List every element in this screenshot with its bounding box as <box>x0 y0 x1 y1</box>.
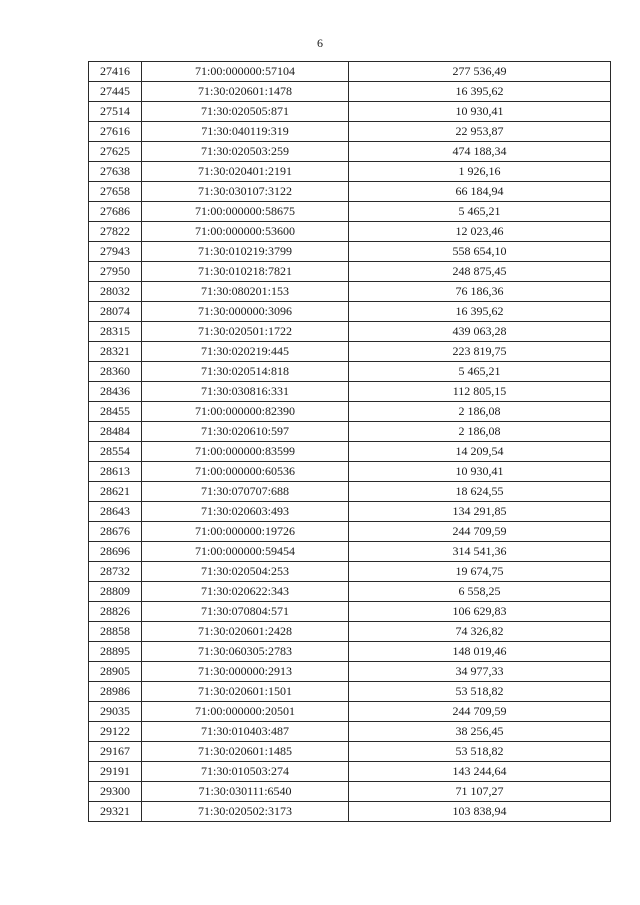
amount-cell: 134 291,85 <box>349 502 611 522</box>
row-id-cell: 27625 <box>89 142 142 162</box>
cadastral-number-cell: 71:00:000000:20501 <box>142 702 349 722</box>
table-row <box>89 602 611 622</box>
cadastral-number-cell: 71:30:000000:3096 <box>142 302 349 322</box>
amount-cell: 6 558,25 <box>349 582 611 602</box>
amount-cell: 16 395,62 <box>349 82 611 102</box>
row-id-cell: 28732 <box>89 562 142 582</box>
amount-cell: 244 709,59 <box>349 702 611 722</box>
table-row <box>89 662 611 682</box>
table-body <box>89 62 611 822</box>
amount-cell: 103 838,94 <box>349 802 611 822</box>
cadastral-number-cell: 71:00:000000:53600 <box>142 222 349 242</box>
row-id-cell: 28809 <box>89 582 142 602</box>
row-id-cell: 28032 <box>89 282 142 302</box>
table-row <box>89 802 611 822</box>
row-id-cell: 28895 <box>89 642 142 662</box>
amount-cell: 12 023,46 <box>349 222 611 242</box>
table-row <box>89 462 611 482</box>
cadastral-number-cell: 71:30:020501:1722 <box>142 322 349 342</box>
cadastral-number-cell: 71:30:020503:259 <box>142 142 349 162</box>
cadastral-number-cell: 71:00:000000:57104 <box>142 62 349 82</box>
table-row <box>89 522 611 542</box>
row-id-cell: 29321 <box>89 802 142 822</box>
table-row <box>89 62 611 82</box>
table-row <box>89 162 611 182</box>
amount-cell: 18 624,55 <box>349 482 611 502</box>
amount-cell: 2 186,08 <box>349 402 611 422</box>
amount-cell: 314 541,36 <box>349 542 611 562</box>
amount-cell: 248 875,45 <box>349 262 611 282</box>
row-id-cell: 28360 <box>89 362 142 382</box>
amount-cell: 558 654,10 <box>349 242 611 262</box>
cadastral-number-cell: 71:30:020601:1478 <box>142 82 349 102</box>
amount-cell: 34 977,33 <box>349 662 611 682</box>
amount-cell: 66 184,94 <box>349 182 611 202</box>
cadastral-number-cell: 71:30:020601:2428 <box>142 622 349 642</box>
row-id-cell: 28621 <box>89 482 142 502</box>
cadastral-number-cell: 71:30:020505:871 <box>142 102 349 122</box>
row-id-cell: 27416 <box>89 62 142 82</box>
table-row <box>89 122 611 142</box>
row-id-cell: 27514 <box>89 102 142 122</box>
table-row <box>89 722 611 742</box>
amount-cell: 76 186,36 <box>349 282 611 302</box>
cadastral-number-cell: 71:30:070707:688 <box>142 482 349 502</box>
cadastral-number-cell: 71:30:030107:3122 <box>142 182 349 202</box>
row-id-cell: 27686 <box>89 202 142 222</box>
row-id-cell: 28986 <box>89 682 142 702</box>
cadastral-number-cell: 71:00:000000:83599 <box>142 442 349 462</box>
amount-cell: 2 186,08 <box>349 422 611 442</box>
amount-cell: 148 019,46 <box>349 642 611 662</box>
cadastral-number-cell: 71:00:000000:19726 <box>142 522 349 542</box>
row-id-cell: 29035 <box>89 702 142 722</box>
table-row <box>89 182 611 202</box>
table-row <box>89 562 611 582</box>
row-id-cell: 27822 <box>89 222 142 242</box>
table-row <box>89 102 611 122</box>
cadastral-number-cell: 71:30:010219:3799 <box>142 242 349 262</box>
row-id-cell: 27445 <box>89 82 142 102</box>
cadastral-number-cell: 71:30:020514:818 <box>142 362 349 382</box>
row-id-cell: 29300 <box>89 782 142 802</box>
cadastral-number-cell: 71:30:020610:597 <box>142 422 349 442</box>
row-id-cell: 28484 <box>89 422 142 442</box>
table-row <box>89 742 611 762</box>
cadastral-number-cell: 71:00:000000:58675 <box>142 202 349 222</box>
cadastral-number-cell: 71:30:010403:487 <box>142 722 349 742</box>
cadastral-number-cell: 71:00:000000:60536 <box>142 462 349 482</box>
cadastral-number-cell: 71:30:040119:319 <box>142 122 349 142</box>
cadastral-number-cell: 71:30:060305:2783 <box>142 642 349 662</box>
table-row <box>89 482 611 502</box>
row-id-cell: 29167 <box>89 742 142 762</box>
table-row <box>89 502 611 522</box>
table-row <box>89 682 611 702</box>
row-id-cell: 28676 <box>89 522 142 542</box>
table-row <box>89 202 611 222</box>
table-row <box>89 342 611 362</box>
amount-cell: 53 518,82 <box>349 682 611 702</box>
amount-cell: 5 465,21 <box>349 202 611 222</box>
table-row <box>89 282 611 302</box>
table-row <box>89 762 611 782</box>
row-id-cell: 27638 <box>89 162 142 182</box>
amount-cell: 22 953,87 <box>349 122 611 142</box>
cadastral-number-cell: 71:30:020622:343 <box>142 582 349 602</box>
table-row <box>89 242 611 262</box>
row-id-cell: 28436 <box>89 382 142 402</box>
table-row <box>89 582 611 602</box>
cadastral-number-cell: 71:30:010218:7821 <box>142 262 349 282</box>
table-row <box>89 422 611 442</box>
cadastral-number-cell: 71:30:020601:1501 <box>142 682 349 702</box>
amount-cell: 143 244,64 <box>349 762 611 782</box>
cadastral-number-cell: 71:30:020603:493 <box>142 502 349 522</box>
cadastral-number-cell: 71:30:010503:274 <box>142 762 349 782</box>
row-id-cell: 28858 <box>89 622 142 642</box>
table-row <box>89 262 611 282</box>
table-row <box>89 782 611 802</box>
row-id-cell: 28826 <box>89 602 142 622</box>
table-row <box>89 362 611 382</box>
amount-cell: 1 926,16 <box>349 162 611 182</box>
table-row <box>89 542 611 562</box>
row-id-cell: 28696 <box>89 542 142 562</box>
cadastral-number-cell: 71:30:020219:445 <box>142 342 349 362</box>
cadastral-number-cell: 71:30:030816:331 <box>142 382 349 402</box>
amount-cell: 38 256,45 <box>349 722 611 742</box>
row-id-cell: 27950 <box>89 262 142 282</box>
row-id-cell: 28455 <box>89 402 142 422</box>
table-row <box>89 322 611 342</box>
amount-cell: 71 107,27 <box>349 782 611 802</box>
cadastral-number-cell: 71:30:030111:6540 <box>142 782 349 802</box>
row-id-cell: 28905 <box>89 662 142 682</box>
row-id-cell: 28074 <box>89 302 142 322</box>
amount-cell: 16 395,62 <box>349 302 611 322</box>
cadastral-number-cell: 71:30:020601:1485 <box>142 742 349 762</box>
amount-cell: 19 674,75 <box>349 562 611 582</box>
cadastral-number-cell: 71:30:020401:2191 <box>142 162 349 182</box>
table-row <box>89 702 611 722</box>
table-row <box>89 622 611 642</box>
amount-cell: 74 326,82 <box>349 622 611 642</box>
amount-cell: 439 063,28 <box>349 322 611 342</box>
amount-cell: 474 188,34 <box>349 142 611 162</box>
table-row <box>89 222 611 242</box>
amount-cell: 112 805,15 <box>349 382 611 402</box>
cadastral-number-cell: 71:30:000000:2913 <box>142 662 349 682</box>
table-row <box>89 82 611 102</box>
cadastral-number-cell: 71:00:000000:59454 <box>142 542 349 562</box>
cadastral-number-cell: 71:00:000000:82390 <box>142 402 349 422</box>
cadastral-number-cell: 71:30:020504:253 <box>142 562 349 582</box>
amount-cell: 10 930,41 <box>349 102 611 122</box>
row-id-cell: 27616 <box>89 122 142 142</box>
row-id-cell: 29191 <box>89 762 142 782</box>
row-id-cell: 28554 <box>89 442 142 462</box>
cadastral-number-cell: 71:30:080201:153 <box>142 282 349 302</box>
row-id-cell: 27658 <box>89 182 142 202</box>
amount-cell: 277 536,49 <box>349 62 611 82</box>
row-id-cell: 27943 <box>89 242 142 262</box>
table-row <box>89 402 611 422</box>
table-row <box>89 642 611 662</box>
amount-cell: 10 930,41 <box>349 462 611 482</box>
cadastral-number-cell: 71:30:020502:3173 <box>142 802 349 822</box>
row-id-cell: 28613 <box>89 462 142 482</box>
table-row <box>89 442 611 462</box>
table-row <box>89 142 611 162</box>
amount-cell: 5 465,21 <box>349 362 611 382</box>
page-number: 6 <box>317 36 323 50</box>
row-id-cell: 28321 <box>89 342 142 362</box>
amount-cell: 223 819,75 <box>349 342 611 362</box>
amount-cell: 14 209,54 <box>349 442 611 462</box>
amount-cell: 244 709,59 <box>349 522 611 542</box>
cadastral-number-cell: 71:30:070804:571 <box>142 602 349 622</box>
row-id-cell: 29122 <box>89 722 142 742</box>
row-id-cell: 28643 <box>89 502 142 522</box>
amount-cell: 106 629,83 <box>349 602 611 622</box>
table-row <box>89 382 611 402</box>
cadastral-table <box>88 61 611 822</box>
row-id-cell: 28315 <box>89 322 142 342</box>
table-row <box>89 302 611 322</box>
amount-cell: 53 518,82 <box>349 742 611 762</box>
